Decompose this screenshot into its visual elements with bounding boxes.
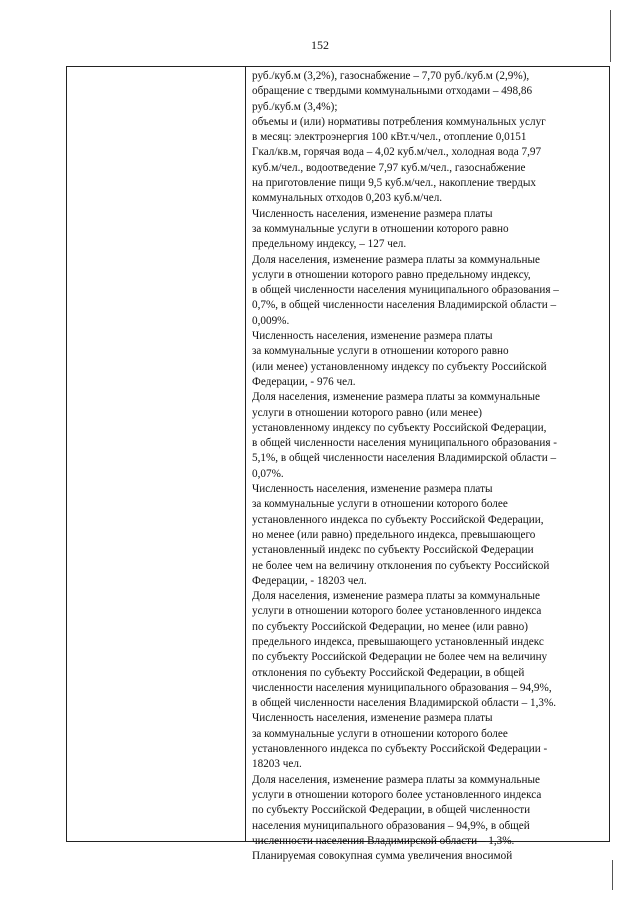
text-line: численности населения Владимирской области – 1,3%. <box>252 834 515 847</box>
text-line: услуги в отношении которого равно предельному индексу, <box>252 268 531 281</box>
text-line: обращение с твердыми коммунальными отходами – 498,86 <box>252 85 533 98</box>
text-line: по субъекту Российской Федерации, но менее (или равно) <box>252 620 528 633</box>
text-line: предельному индексу, – 127 чел. <box>252 238 407 251</box>
text-line: на приготовление пищи 9,5 куб.м/чел., накопление твердых <box>252 177 536 190</box>
table-cell-text <box>252 69 606 864</box>
text-line: установленный индекс по субъекту Российской Федерации <box>252 544 534 557</box>
text-line: Доля населения, изменение размера платы за коммунальные <box>252 253 540 266</box>
text-line: Федерации, - 18203 чел. <box>252 574 367 587</box>
text-line: Доля населения, изменение размера платы за коммунальные <box>252 391 540 404</box>
text-line: Численность населения, изменение размера платы <box>252 712 493 725</box>
text-line: 0,07%. <box>252 467 284 480</box>
text-line: численности населения муниципального образования – 94,9%, <box>252 681 552 694</box>
text-line: куб.м/чел., водоотведение 7,97 куб.м/чел., газоснабжение <box>252 161 526 174</box>
text-line: в общей численности населения муниципального образования - <box>252 437 558 450</box>
text-line: по субъекту Российской Федерации, в общей численности <box>252 804 531 817</box>
table-left-border <box>66 67 67 841</box>
text-line: 0,009%. <box>252 314 290 327</box>
text-line: услуги в отношении которого более установленного индекса <box>252 605 542 618</box>
text-line: руб./куб.м (3,4%); <box>252 100 338 113</box>
table-right-border <box>609 67 610 841</box>
text-line: но менее (или равно) предельного индекса, превышающего <box>252 528 536 541</box>
text-line: установленному индексу по субъекту Российской Федерации, <box>252 421 547 434</box>
text-line: за коммунальные услуги в отношении которого более <box>252 498 508 511</box>
text-line: не более чем на величину отклонения по субъекту Российской <box>252 559 550 572</box>
text-line: за коммунальные услуги в отношении которого более <box>252 727 508 740</box>
page-number: 152 <box>311 38 329 52</box>
text-line: Федерации, - 976 чел. <box>252 375 356 388</box>
text-line: Численность населения, изменение размера платы <box>252 330 493 343</box>
text-line: объемы и (или) нормативы потребления коммунальных услуг <box>252 115 546 128</box>
text-line: за коммунальные услуги в отношении которого равно <box>252 345 509 358</box>
text-line: услуги в отношении которого равно (или менее) <box>252 406 482 419</box>
text-line: 0,7%, в общей численности населения Владимирской области – <box>252 299 557 312</box>
bottom-margin-mark <box>612 860 613 890</box>
text-line: коммунальных отходов 0,203 куб.м/чел. <box>252 192 443 205</box>
table-column-divider <box>245 67 246 841</box>
text-line: Доля населения, изменение размера платы за коммунальные <box>252 590 540 603</box>
text-line: 18203 чел. <box>252 758 302 771</box>
text-line: отклонения по субъекту Российской Федерации, в общей <box>252 666 525 679</box>
text-line: Доля населения, изменение размера платы за коммунальные <box>252 773 540 786</box>
text-line: установленного индекса по субъекту Российской Федерации - <box>252 743 548 756</box>
text-line: по субъекту Российской Федерации не более чем на величину <box>252 651 548 664</box>
document-table <box>66 66 610 863</box>
text-line: в общей численности населения Владимирской области – 1,3%. <box>252 697 557 710</box>
text-line: в месяц: электроэнергия 100 кВт.ч/чел., отопление 0,0151 <box>252 131 527 144</box>
text-line: Гкал/кв.м, горячая вода – 4,02 куб.м/чел., холодная вода 7,97 <box>252 146 542 159</box>
text-line: Численность населения, изменение размера платы <box>252 207 493 220</box>
text-line: Планируемая совокупная сумма увеличения вносимой <box>252 850 513 863</box>
text-line: установленного индекса по субъекту Российской Федерации, <box>252 513 544 526</box>
text-line: 5,1%, в общей численности населения Владимирской области – <box>252 452 557 465</box>
text-line: услуги в отношении которого более установленного индекса <box>252 788 542 801</box>
text-line: населения муниципального образования – 94,9%, в общей <box>252 819 530 832</box>
text-line: в общей численности населения муниципального образования – <box>252 284 559 297</box>
text-line: Численность населения, изменение размера платы <box>252 483 493 496</box>
text-line: предельного индекса, превышающего установленный индекс <box>252 635 544 648</box>
right-margin-mark <box>610 10 611 62</box>
text-line: (или менее) установленному индексу по субъекту Российской <box>252 360 547 373</box>
text-line: за коммунальные услуги в отношении которого равно <box>252 222 509 235</box>
text-line: руб./куб.м (3,2%), газоснабжение – 7,70 руб./куб.м (2,9%), <box>252 70 530 82</box>
